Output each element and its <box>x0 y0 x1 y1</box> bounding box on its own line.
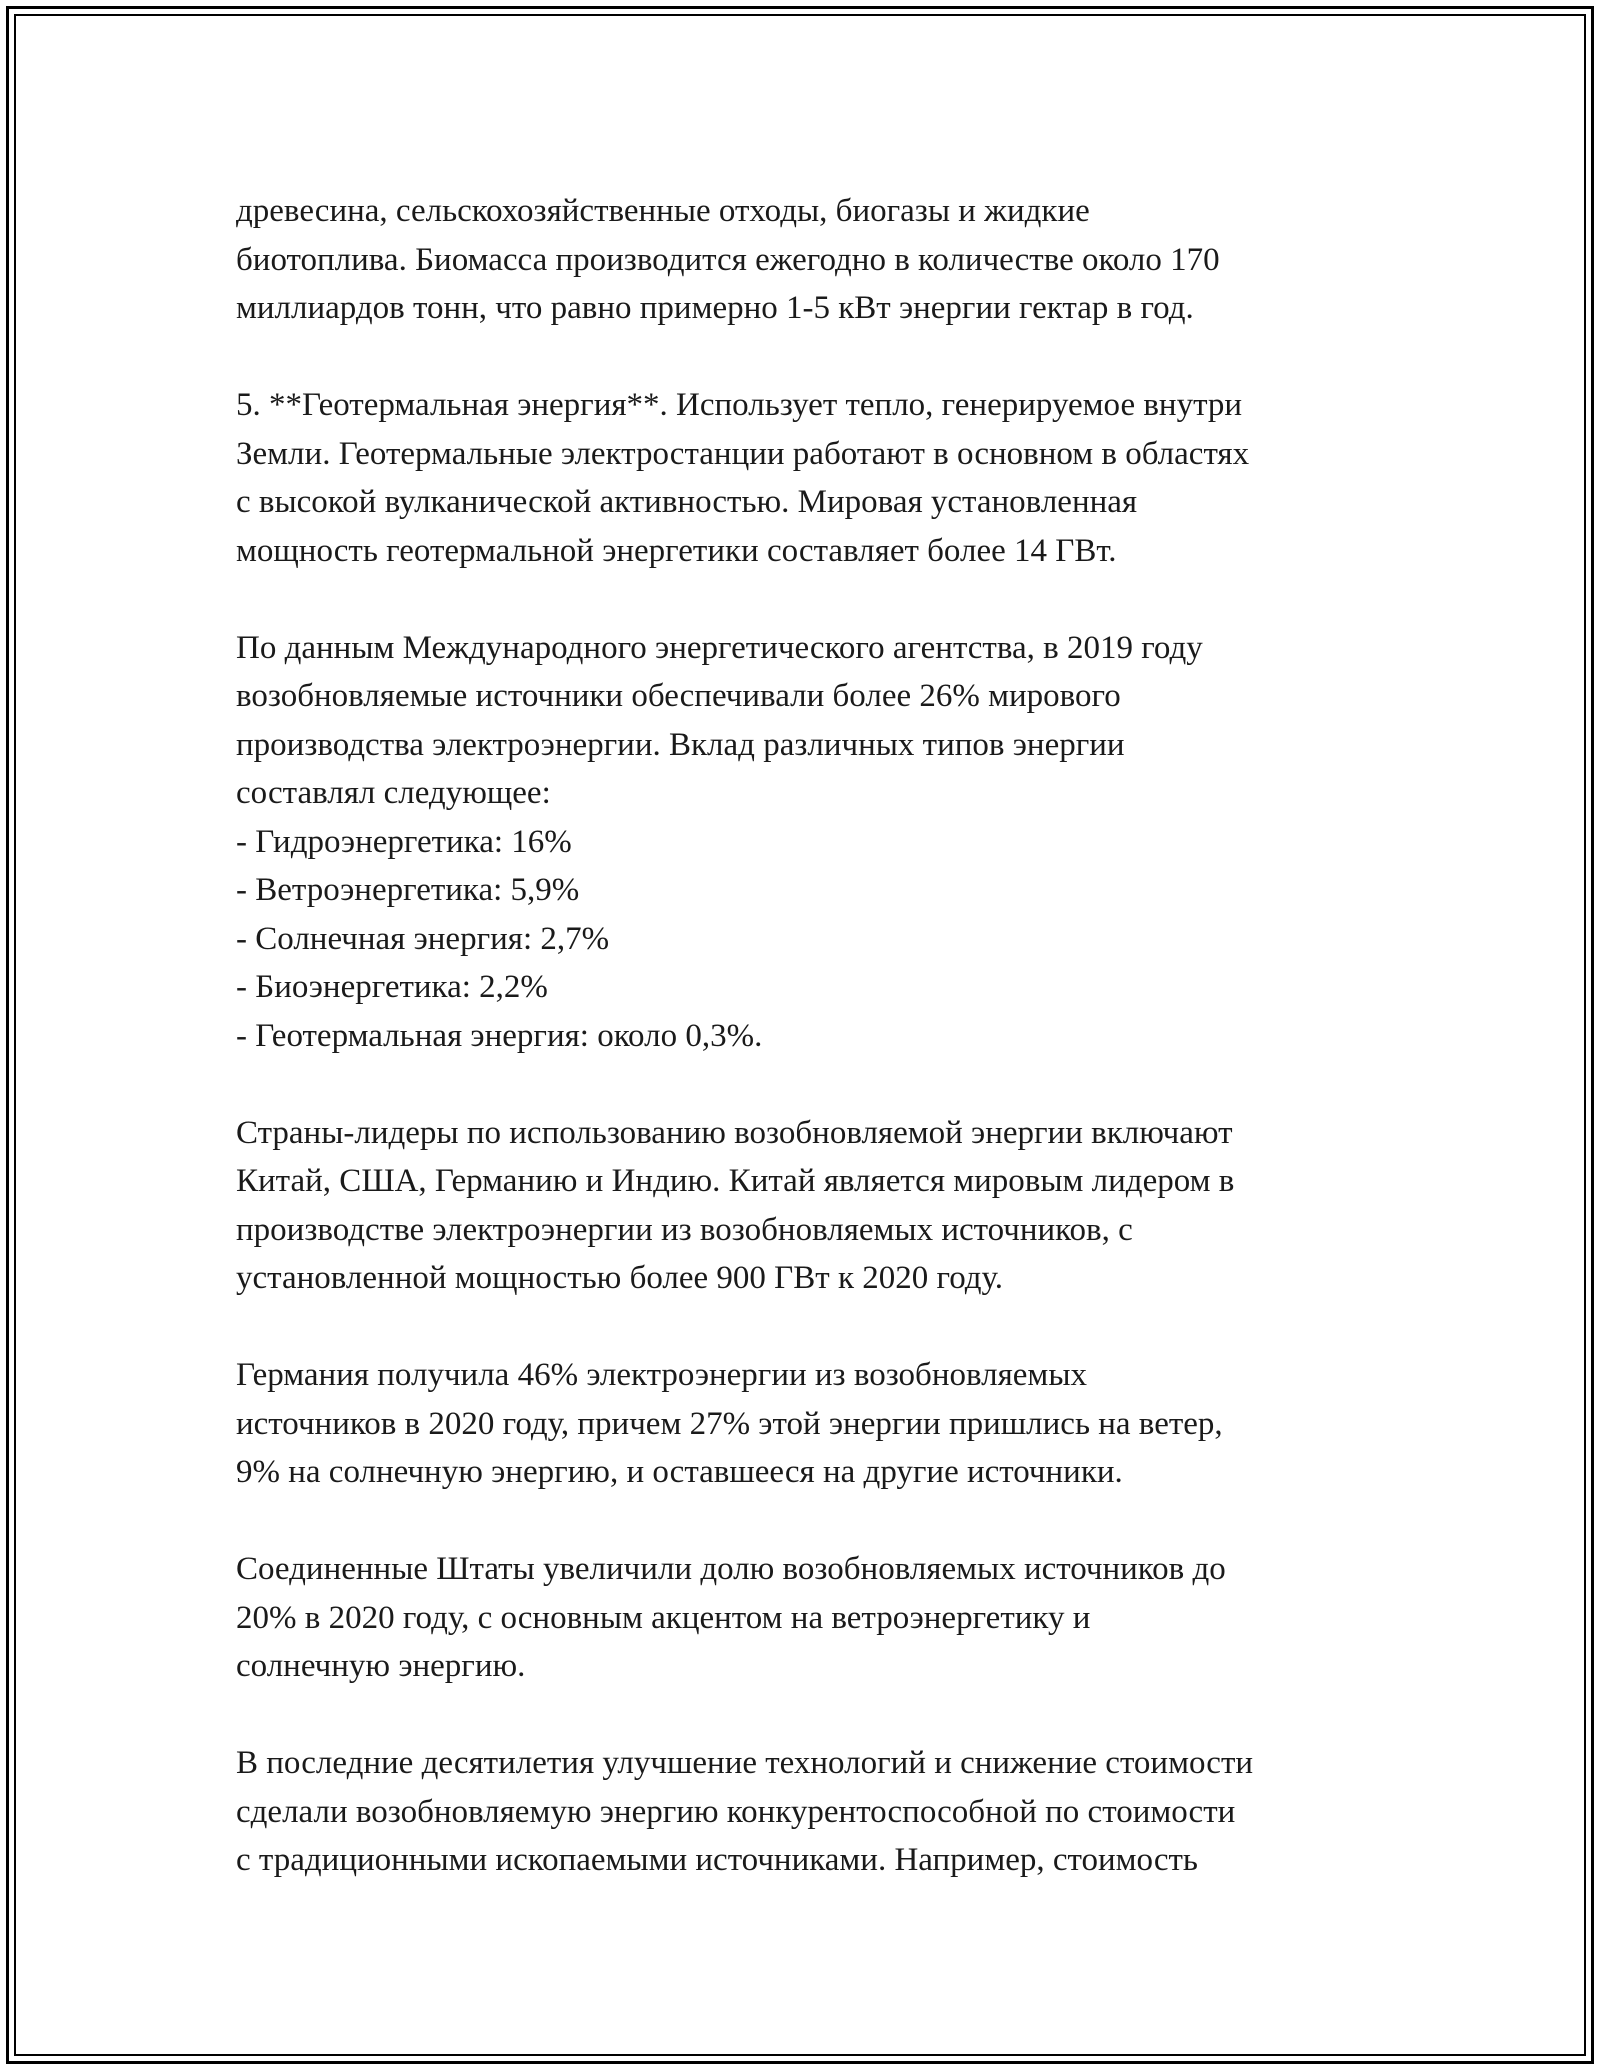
paragraph-cost-competitiveness: В последние десятилетия улучшение технологий и снижение стоимости сделали возобновляемую энергию конкурентоспособной по стоимости с традиционными ископаемыми источниками. Например, стоимость <box>236 1745 1254 1878</box>
paragraph-iea-shares: По данным Международного энергетического агентства, в 2019 году возобновляемые источники обеспечивали более 26% мирового производства электроэнергии. Вклад различных типов энергии составлял следующее: - Гидроэнергетика: 16% - Ветроэнергетика: 5,9% - Солнечная энергия: 2,7% - Биоэнергетика: 2,2% - Геотермальная энергия: около 0,3%. <box>236 629 1203 1054</box>
document-body <box>236 187 1396 1885</box>
paragraph-biomass: древесина, сельскохозяйственные отходы, биогазы и жидкие биотоплива. Биомасса производится ежегодно в количестве около 170 миллиардов тонн, что равно примерно 1-5 кВт энергии гектар в год. <box>236 193 1220 326</box>
paragraph-usa: Соединенные Штаты увеличили долю возобновляемых источников до 20% в 2020 году, с основным акцентом на ветроэнергетику и солнечную энергию. <box>236 1551 1226 1684</box>
paragraph-leading-countries: Страны-лидеры по использованию возобновляемой энергии включают Китай, США, Германию и Индию. Китай является мировым лидером в производстве электроэнергии из возобновляемых источников, с установленной мощностью более 900 ГВт к 2020 году. <box>236 1114 1235 1296</box>
paragraph-geothermal: 5. **Геотермальная энергия**. Использует тепло, генерируемое внутри Земли. Геотермальные электростанции работают в основном в областях с высокой вулканической активностью. Мировая установленная мощность геотермальной энергетики составляет более 14 ГВт. <box>236 387 1250 569</box>
paragraph-germany: Германия получила 46% электроэнергии из возобновляемых источников в 2020 году, причем 27% этой энергии пришлись на ветер, 9% на солнечную энергию, и оставшееся на другие источники. <box>236 1357 1223 1490</box>
